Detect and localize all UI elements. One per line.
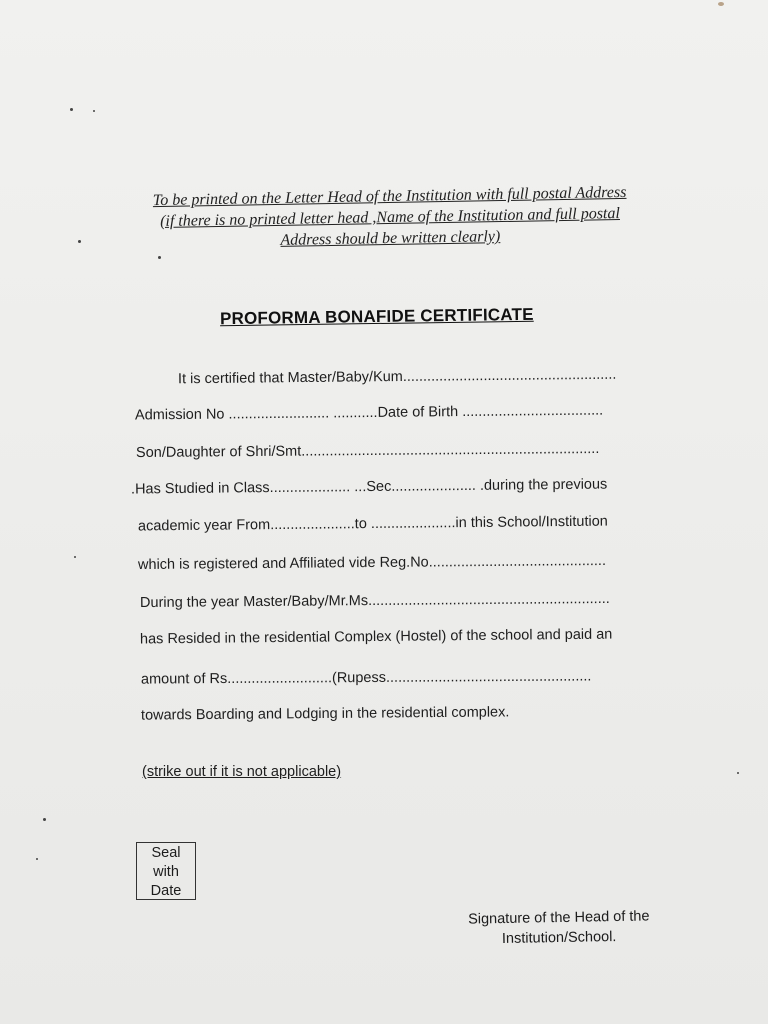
seal-label: with [153, 864, 179, 880]
signature-line: Institution/School. [501, 929, 617, 947]
instruction-line: (if there is no printed letter head ,Name of the Institution and full postal [159, 204, 621, 231]
body-line-hostel: has Resided in the residential Complex (Hostel) of the school and paid an [139, 626, 613, 648]
body-line-academic-year: academic year From.....................to .....................in this School/Institution [137, 513, 608, 535]
scan-speck [737, 772, 739, 774]
body-line-during-year: During the year Master/Baby/Mr.Ms............................................................ [139, 590, 610, 612]
scan-speck [718, 2, 724, 6]
instruction-line: Address should be written clearly) [280, 228, 501, 249]
seal-label: Seal [151, 845, 181, 861]
signature-line: Signature of the Head of the [467, 908, 650, 928]
letterhead-instruction [119, 181, 660, 253]
scan-speck [93, 110, 95, 112]
body-line-class: .Has Studied in Class.................... ...Sec..................... .during the previous [130, 476, 608, 498]
scan-speck [36, 858, 38, 860]
scan-speck [158, 256, 161, 259]
seal-box [136, 842, 196, 900]
body-line-parent: Son/Daughter of Shri/Smt.......................................................................... [135, 440, 600, 462]
instruction-line: To be printed on the Letter Head of the Institution with full postal Address [152, 183, 627, 210]
certificate-title: PROFORMA BONAFIDE CERTIFICATE [219, 304, 534, 329]
strike-out-note: (strike out if it is not applicable) [142, 764, 342, 780]
body-line-amount: amount of Rs..........................(Rupess................................................... [140, 668, 592, 688]
body-line-admission: Admission No ......................... ...........Date of Birth ................................... [134, 402, 604, 424]
body-line-boarding: towards Boarding and Lodging in the residential complex. [140, 704, 510, 724]
scan-speck [43, 818, 46, 821]
signature-block [454, 906, 665, 950]
scan-speck [70, 108, 73, 111]
scan-speck [74, 556, 76, 558]
scan-speck [78, 240, 81, 243]
seal-label: Date [150, 883, 182, 899]
body-line-registration: which is registered and Affiliated vide Reg.No............................................ [137, 552, 607, 574]
body-line-certified: It is certified that Master/Baby/Kum..................................................... [177, 366, 617, 388]
